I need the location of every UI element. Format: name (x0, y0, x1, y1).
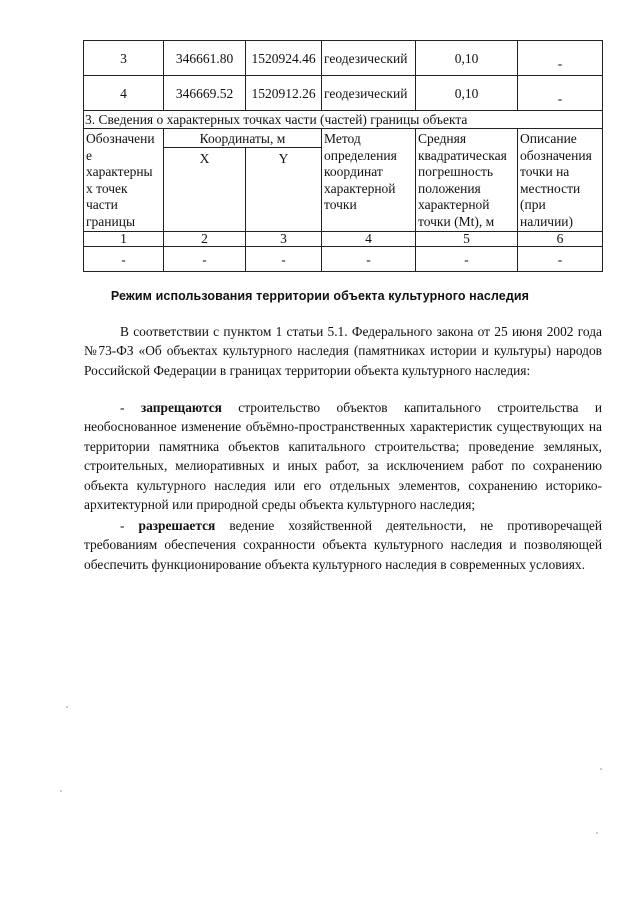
paragraph-prohibited (84, 398, 602, 514)
allowed-keyword: разрешается (138, 518, 216, 533)
header-y: Y (246, 148, 322, 232)
cell-x: 346669.52 (164, 76, 246, 111)
scan-speck (600, 768, 602, 770)
column-number: 5 (416, 232, 518, 247)
column-number: 2 (164, 232, 246, 247)
scan-speck (60, 790, 62, 792)
bullet-dash: - (120, 518, 139, 533)
cell-precision: 0,10 (416, 41, 518, 76)
header-x: X (164, 148, 246, 232)
table-row (84, 76, 603, 111)
header-coordinates: Координаты, м (164, 129, 322, 148)
empty-cell: - (84, 247, 164, 272)
empty-cell: - (416, 247, 518, 272)
section-heading: Режим использования территории объекта культурного наследия (110, 289, 530, 303)
cell-method: геодезический (322, 76, 416, 111)
column-numbers-row (84, 232, 603, 247)
points-table (83, 40, 603, 272)
header-method: Метод определения координат характерной точки (322, 129, 416, 232)
table-row (84, 247, 603, 272)
header-point-designation: Обозначени е характерны х точек части границы (84, 129, 164, 232)
cell-point-number: 3 (84, 41, 164, 76)
paragraph-intro: В соответствии с пунктом 1 статьи 5.1. Федерального закона от 25 июня 2002 года №73-ФЗ «Об объектах культурного наследия (памятниках истории и культуры) народов Российской Федерации в границах территории объекта культурного наследия: (84, 324, 602, 378)
paragraph-allowed (84, 516, 602, 574)
prohibited-text: строительство объектов капитального строительства и необоснованное изменение объёмно-пространственных характеристик существующих на территории памятника объектов капитального строительства; проведение земляных, строительных, мелиоративных и иных работ, за исключением работ по сохранению объекта культурного наследия или его отдельных элементов, сохранению историко-архитектурной или природной среды объекта культурного наследия; (84, 400, 602, 513)
cell-description: - (518, 41, 603, 76)
column-number: 1 (84, 232, 164, 247)
empty-cell: - (246, 247, 322, 272)
column-number: 4 (322, 232, 416, 247)
cell-x: 346661.80 (164, 41, 246, 76)
cell-precision: 0,10 (416, 76, 518, 111)
header-precision: Средняя квадратическая погрешность положения характерной точки (Mt), м (416, 129, 518, 232)
section-row (84, 111, 603, 129)
scan-speck (596, 832, 598, 834)
column-number: 3 (246, 232, 322, 247)
cell-method: геодезический (322, 41, 416, 76)
cell-y: 1520912.26 (246, 76, 322, 111)
scan-speck (66, 706, 68, 708)
prohibited-keyword: запрещаются (140, 400, 222, 415)
table-row (84, 41, 603, 76)
header-description: Описание обозначения точки на местности (при наличии) (518, 129, 603, 232)
allowed-text: ведение хозяйственной деятельности, не противоречащей требованиям обеспечения сохранности объекта культурного наследия и позволяющей обеспечить функционирование объекта культурного наследия в современных условиях. (84, 518, 603, 572)
cell-y: 1520924.46 (246, 41, 322, 76)
section-title: 3. Сведения о характерных точках части (частей) границы объекта (84, 111, 603, 129)
empty-cell: - (164, 247, 246, 272)
header-row (84, 129, 603, 148)
column-number: 6 (518, 232, 603, 247)
empty-cell: - (518, 247, 603, 272)
bullet-dash: - (120, 400, 141, 415)
cell-point-number: 4 (84, 76, 164, 111)
cell-description: - (518, 76, 603, 111)
empty-cell: - (322, 247, 416, 272)
